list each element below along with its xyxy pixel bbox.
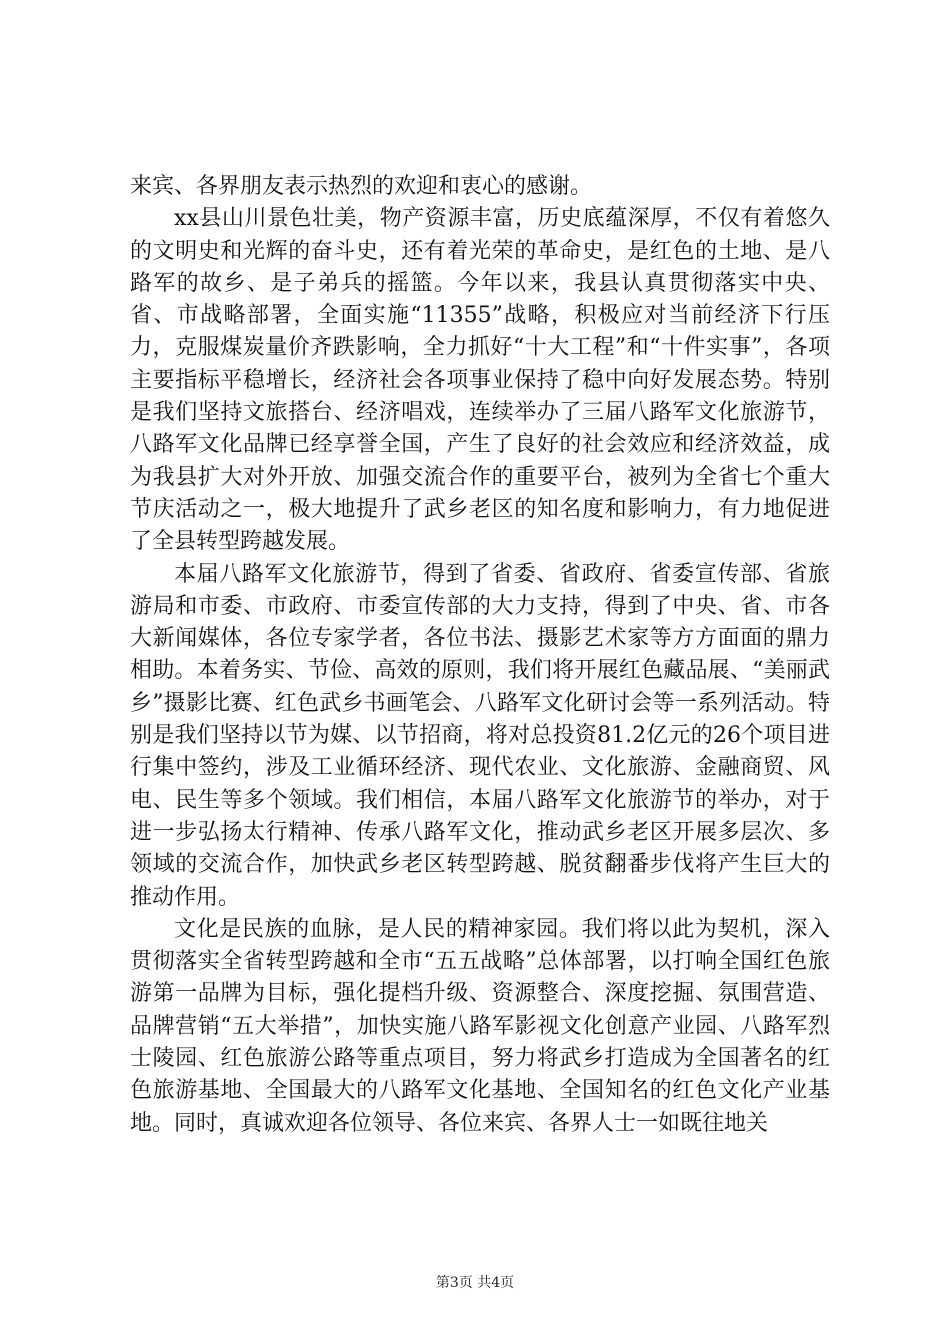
paragraph-1: 来宾、各界朋友表示热烈的欢迎和衷心的感谢。 (130, 174, 593, 199)
page-number-footer: 第3页 共4页 (435, 1275, 515, 1291)
paragraph-4: 文化是民族的血脉，是人民的精神家园。我们将以此为契机，深入贯彻落实全省转型跨越和全市“五五战略”总体部署，以打响全国红色旅游第一品牌为目标，强化提档升级、资源整合、深度挖掘、氛围营造、品牌营销“五大举措”，加快实施八路军影视文化创意产业园、八路军烈士陵园、红色旅游公路等重点项目，努力将武乡打造成为全国著名的红色旅游基地、全国最大的八路军文化基地、全国知名的红色文化产业基地。同时，真诚欢迎各位领导、各位来宾、各界人士一如既往地关 (130, 916, 830, 1136)
paragraph-3: 本届八路军文化旅游节，得到了省委、省政府、省委宣传部、省旅游局和市委、市政府、市委宣传部的大力支持，得到了中央、省、市各大新闻媒体，各位专家学者，各位书法、摄影艺术家等方方面面的鼎力相助。本着务实、节俭、高效的原则，我们将开展红色藏品展、“美丽武乡”摄影比赛、红色武乡书画笔会、八路军文化研讨会等一系列活动。特别是我们坚持以节为媒、以节招商，将对总投资81.2亿元的26个项目进行集中签约，涉及工业循环经济、现代农业、文化旅游、金融商贸、风电、民生等多个领域。我们相信，本届八路军文化旅游节的举办，对于进一步弘扬太行精神、传承八路军文化，推动武乡老区开展多层次、多领域的交流合作，加快武乡老区转型跨越、脱贫翻番步伐将产生巨大的推动作用。 (130, 561, 830, 910)
document-body (130, 171, 830, 1140)
paragraph-2: xx县山川景色壮美，物产资源丰富，历史底蕴深厚，不仅有着悠久的文明史和光辉的奋斗史，还有着光荣的革命史，是红色的土地、是八路军的故乡、是子弟兵的摇篮。今年以来，我县认真贯彻落实中央、省、市战略部署，全面实施“11355”战略，积极应对当前经济下行压力，克服煤炭量价齐跌影响，全力抓好“十大工程”和“十件实事”，各项主要指标平稳增长，经济社会各项事业保持了稳中向好发展态势。特别是我们坚持文旅搭台、经济唱戏，连续举办了三届八路军文化旅游节，八路军文化品牌已经享誉全国，产生了良好的社会效应和经济效益，成为我县扩大对外开放、加强交流合作的重要平台，被列为全省七个重大节庆活动之一，极大地提升了武乡老区的知名度和影响力，有力地促进了全县转型跨越发展。 (130, 206, 830, 555)
